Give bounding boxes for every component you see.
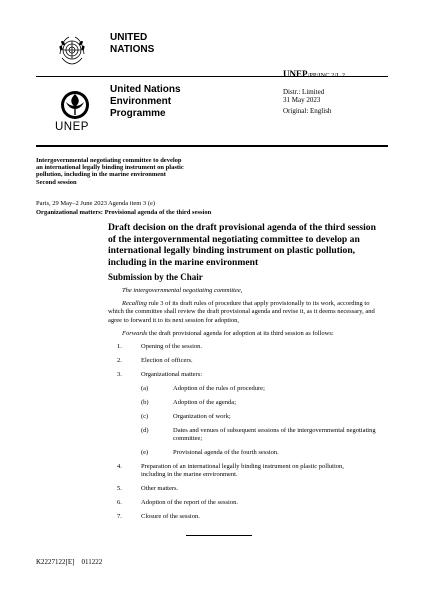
agenda-item-number: 5. [117, 485, 122, 492]
document-symbol-main: UNEP [283, 69, 308, 79]
document-title [108, 222, 388, 268]
agenda-item-number: 6. [117, 499, 122, 506]
forwards-text: the draft provisional agenda for adoption at its third session as follows: [147, 330, 334, 337]
programme-line2: Environment [110, 96, 172, 107]
job-number: K2227122[E] 011222 [36, 558, 103, 566]
unep-logo-icon [58, 88, 92, 122]
committee-block [36, 157, 276, 186]
agenda-item-number: 1. [117, 343, 122, 350]
venue: Paris, 29 May–2 June 2023 [36, 200, 107, 207]
original-language: Original: English [283, 107, 332, 115]
agenda-subitem-text: Organization of work; [173, 413, 231, 420]
recalling-line3: agree to forward it to its next session for adoption, [108, 316, 240, 324]
agenda-item-text: Adoption of the report of the session. [141, 499, 238, 506]
unep-logo-word: UNEP [55, 121, 89, 133]
title-line2: of the intergovernmental negotiating committee to develop an [108, 233, 360, 245]
committee-italic: The intergovernmental negotiating committee, [122, 287, 243, 294]
header-bottom-rule [36, 145, 388, 147]
committee-line1: Intergovernmental negotiating committee to develop [36, 157, 182, 164]
agenda-item: Agenda item 3 (e) [107, 200, 156, 207]
agenda-subitem-letter: (c) [141, 413, 149, 420]
agenda-subitem-text-cont: committee; [173, 435, 203, 442]
org-name-line2: NATIONS [110, 44, 155, 55]
recalling-paragraph [108, 300, 385, 325]
recalling-line2: which the committee shall review the draft provisional agenda and revise it, as it deems necessary, and [108, 308, 375, 316]
venue-line [36, 200, 155, 207]
document-symbol-suffix: /PP/INC.2/L.2 [307, 72, 346, 79]
org-name-line1: UNITED [110, 32, 148, 43]
agenda-item-text: Preparation of an international legally binding instrument on plastic pollution, [141, 463, 344, 470]
agenda-item-number: 7. [117, 513, 122, 520]
submission-heading: Submission by the Chair [108, 272, 203, 282]
agenda-subitem-text: Dates and venues of subsequent sessions of the intergovernmental negotiating [173, 427, 376, 434]
un-emblem-icon [55, 34, 89, 68]
org-name [110, 32, 230, 56]
programme-line3: Programme [110, 108, 166, 119]
committee-line2: an international legally binding instrument on plastic [36, 164, 184, 172]
agenda-item-number: 4. [117, 463, 122, 470]
committee-line3: pollution, including in the marine environment [36, 171, 166, 179]
agenda-item-number: 2. [117, 357, 122, 364]
agenda-item-text-cont: including in the marine environment. [141, 471, 238, 478]
agenda-item-text: Other matters. [141, 485, 179, 492]
agenda-item-text: Opening of the session. [141, 343, 203, 350]
issue-date: 31 May 2023 [283, 96, 321, 104]
agenda-subitem-letter: (b) [141, 399, 149, 406]
agenda-item-number: 3. [117, 371, 122, 378]
document-symbol [283, 69, 345, 79]
agenda-item-text: Organizational matters: [141, 371, 203, 378]
agenda-item-text: Election of officers. [141, 357, 193, 364]
recalling-line1: rule 3 of its draft rules of procedure that apply provisionally to its work, according to [146, 300, 370, 307]
session-name: Second session [36, 178, 77, 186]
organizational-matter: Organizational matters: Provisional agenda of the third session [36, 209, 212, 216]
agenda-subitem-letter: (a) [141, 385, 149, 392]
agenda-subitem-letter: (d) [141, 427, 149, 434]
forwards-lead: Forwards [122, 330, 148, 337]
agenda-item-text: Closure of the session. [141, 513, 200, 520]
programme-line1: United Nations [110, 84, 181, 95]
title-line4: including in the marine environment [108, 256, 259, 268]
programme-name [110, 84, 230, 120]
agenda-subitem-text: Adoption of the rules of procedure; [173, 385, 265, 392]
recalling-lead: Recalling [122, 300, 147, 307]
title-line3: international legally binding instrument on plastic pollution, [108, 245, 356, 256]
agenda-subitem-letter: (e) [141, 449, 149, 456]
distribution: Distr.: Limited [283, 88, 325, 96]
title-line1: Draft decision on the draft provisional agenda of the third session [108, 222, 376, 233]
agenda-subitem-text: Provisional agenda of the fourth session. [173, 449, 279, 456]
footer-rule [186, 535, 252, 536]
agenda-subitem-text: Adoption of the agenda; [173, 399, 236, 406]
forwards-paragraph [108, 330, 385, 338]
